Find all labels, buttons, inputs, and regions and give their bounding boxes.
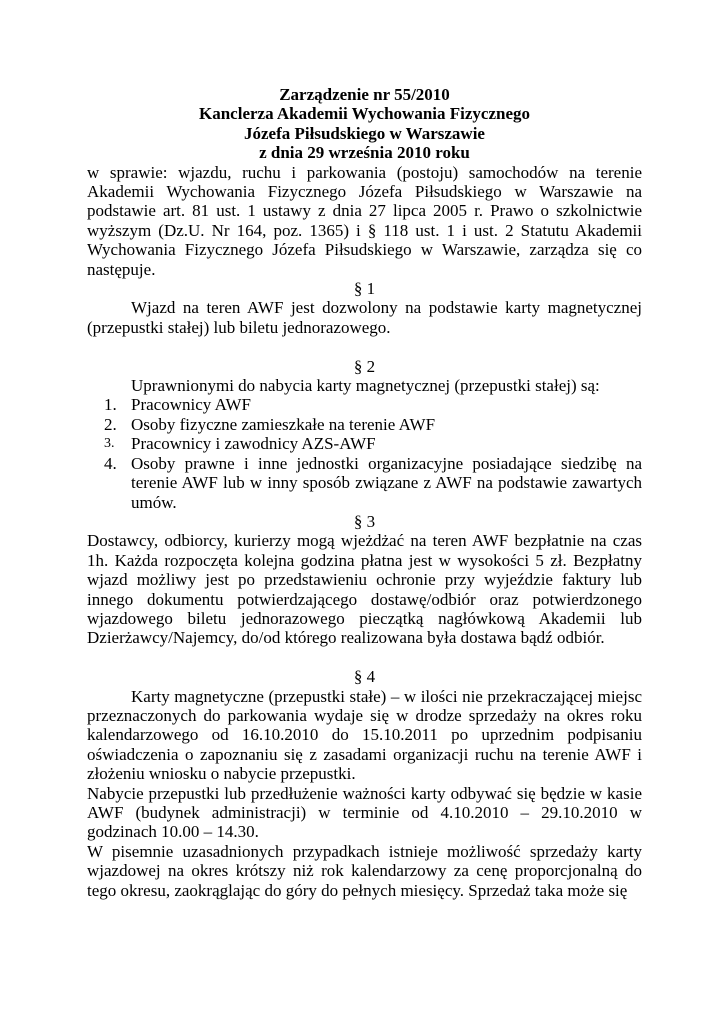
list-item-number: 3. (104, 436, 115, 452)
section-4-heading: § 4 (353, 667, 376, 687)
list-item-text: Pracownicy i zawodnicy AZS-AWF (131, 434, 376, 454)
document-page (87, 85, 642, 900)
list-item-text: Pracownicy AWF (131, 395, 251, 415)
section-4-paragraph-1: Karty magnetyczne (przepustki stałe) – w ilości nie przekraczającej miejsc przeznaczonych do parkowania wydaje się w drodze sprzedaży na okres roku kalendarzowego od 16.10.2010 do 15.10.2011 po uprzednim podpisaniu oświadczenia o zapoznaniu się z zasadami organizacji ruchu na terenie AWF i złożeniu wniosku o nabycie przepustki. (87, 686, 642, 784)
title-line: Kanclerza Akademii Wychowania Fizycznego (199, 104, 530, 124)
section-3-text: Dostawcy, odbiorcy, kurierzy mogą wjeżdżać na teren AWF bezpłatnie na czas 1h. Każda rozpoczęta kolejna godzina płatna jest w wysokości 5 zł. Bezpłatny wjazd możliwy jest po przedstawieniu ochronie przy wyjeździe faktury lub innego dokumentu potwierdzającego dostawę/odbiór oraz potwierdzonego wjazdowego biletu jednorazowego pieczątką nagłówkową Akademii lub Dzierżawcy/Najemcy, do/od którego realizowana była dostawa bądź odbiór. (87, 531, 642, 648)
document-title (87, 85, 642, 163)
list-item (87, 454, 642, 512)
list-item-number: 2. (104, 414, 117, 434)
title-line: Zarządzenie nr 55/2010 (279, 85, 450, 104)
title-line: Józefa Piłsudskiego w Warszawie (244, 123, 485, 143)
section-1-heading: § 1 (353, 279, 376, 299)
spacer (87, 337, 642, 356)
title-line: z dnia 29 września 2010 roku (259, 143, 470, 163)
section-1-text: Wjazd na teren AWF jest dozwolony na podstawie karty magnetycznej (przepustki stałej) lub biletu jednorazowego. (87, 298, 642, 337)
list-item (87, 434, 642, 453)
spacer (87, 648, 642, 667)
section-2-heading: § 2 (353, 356, 376, 376)
section-3-heading: § 3 (353, 511, 376, 531)
eligibility-list (87, 395, 642, 511)
list-item-number: 4. (104, 453, 117, 473)
section-2-lead: Uprawnionymi do nabycia karty magnetycznej (przepustki stałej) są: (131, 376, 600, 396)
list-item-number: 1. (104, 395, 117, 415)
list-item (87, 395, 642, 414)
list-item-text: Osoby fizyczne zamieszkałe na terenie AWF (131, 414, 436, 434)
list-item-text: Osoby prawne i inne jednostki organizacyjne posiadające siedzibę na terenie AWF lub w inny sposób związane z AWF na podstawie zawartych umów. (131, 453, 642, 512)
section-4-paragraph-3: W pisemnie uzasadnionych przypadkach istnieje możliwość sprzedaży karty wjazdowej na okres krótszy niż rok kalendarzowy za cenę proporcjonalną do tego okresu, zaokrąglając do góry do pełnych miesięcy. Sprzedaż taka może się (87, 841, 642, 900)
intro-paragraph: w sprawie: wjazdu, ruchu i parkowania (postoju) samochodów na terenie Akademii Wychowania Fizycznego Józefa Piłsudskiego w Warszawie na podstawie art. 81 ust. 1 ustawy z dnia 27 lipca 2005 r. Prawo o szkolnictwie wyższym (Dz.U. Nr 164, poz. 1365) i § 118 ust. 1 i ust. 2 Statutu Akademii Wychowania Fizycznego Józefa Piłsudskiego w Warszawie, zarządza się co następuje. (87, 162, 642, 279)
list-item (87, 415, 642, 434)
section-4-paragraph-2: Nabycie przepustki lub przedłużenie ważności karty odbywać się będzie w kasie AWF (budynek administracji) w terminie od 4.10.2010 – 29.10.2010 w godzinach 10.00 – 14.30. (87, 783, 642, 842)
